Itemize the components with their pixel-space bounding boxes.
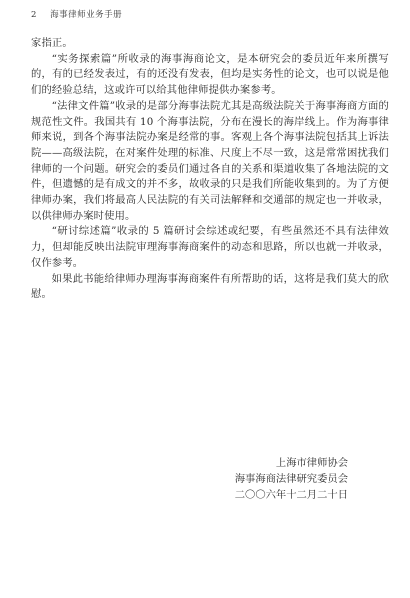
body-text bbox=[31, 36, 389, 303]
paragraph-seminar-summaries: “研讨综述篇”收录的 5 篇研讨会综述或纪要，有些虽然还不具有法律效力，但却能反映出法院审理海事海商案件的动态和思路，所以也就一并收录，仅作参考。 bbox=[31, 225, 389, 269]
paragraph-closing: 如果此书能给律师办理海事海商案件有所帮助的话，这将是我们莫大的欣慰。 bbox=[31, 272, 389, 301]
running-header bbox=[31, 8, 122, 20]
signoff-committee: 海事海商法律研究委员会 bbox=[234, 473, 348, 485]
paragraph-practice-exploration: “实务探索篇”所收录的海事海商论文，是本研究会的委员近年来所撰写的，有的已经发表过，有的还没有发表，但均是实务性的论文，也可以说是他们的经验总结，这或许可以给其他律师提供办案参考。 bbox=[31, 52, 389, 97]
signoff-organization: 上海市律师协会 bbox=[275, 457, 348, 469]
signoff-date: 二〇〇六年十二月二十日 bbox=[234, 489, 348, 501]
signoff-block bbox=[235, 455, 348, 503]
paragraph-legal-documents: “法律文件篇”收录的是部分海事法院尤其是高级法院关于海事海商方面的规范性文件。我国共有 10 个海事法院，分布在漫长的海岸线上。作为海事律师来说，到各个海事法院办案是经常的事。客观上各个海事法院包括其上诉法院——高级法院，在对案件处理的标准、尺度上不尽一致，这是常常困扰我们律师的一个问题。研究会的委员们通过各自的关系和渠道收集了各地法院的文件，但遗憾的是有成文的并不多，故收录的只是我们所能收集到的。为了方便律师办案，我们将最高人民法院的有关司法解释和交通部的规定也一并收录，以供律师办案时使用。 bbox=[31, 99, 389, 222]
paragraph-continuation: 家指正。 bbox=[31, 37, 73, 49]
page-number: 2 bbox=[31, 10, 37, 20]
book-title: 海事律师业务手册 bbox=[50, 10, 123, 20]
